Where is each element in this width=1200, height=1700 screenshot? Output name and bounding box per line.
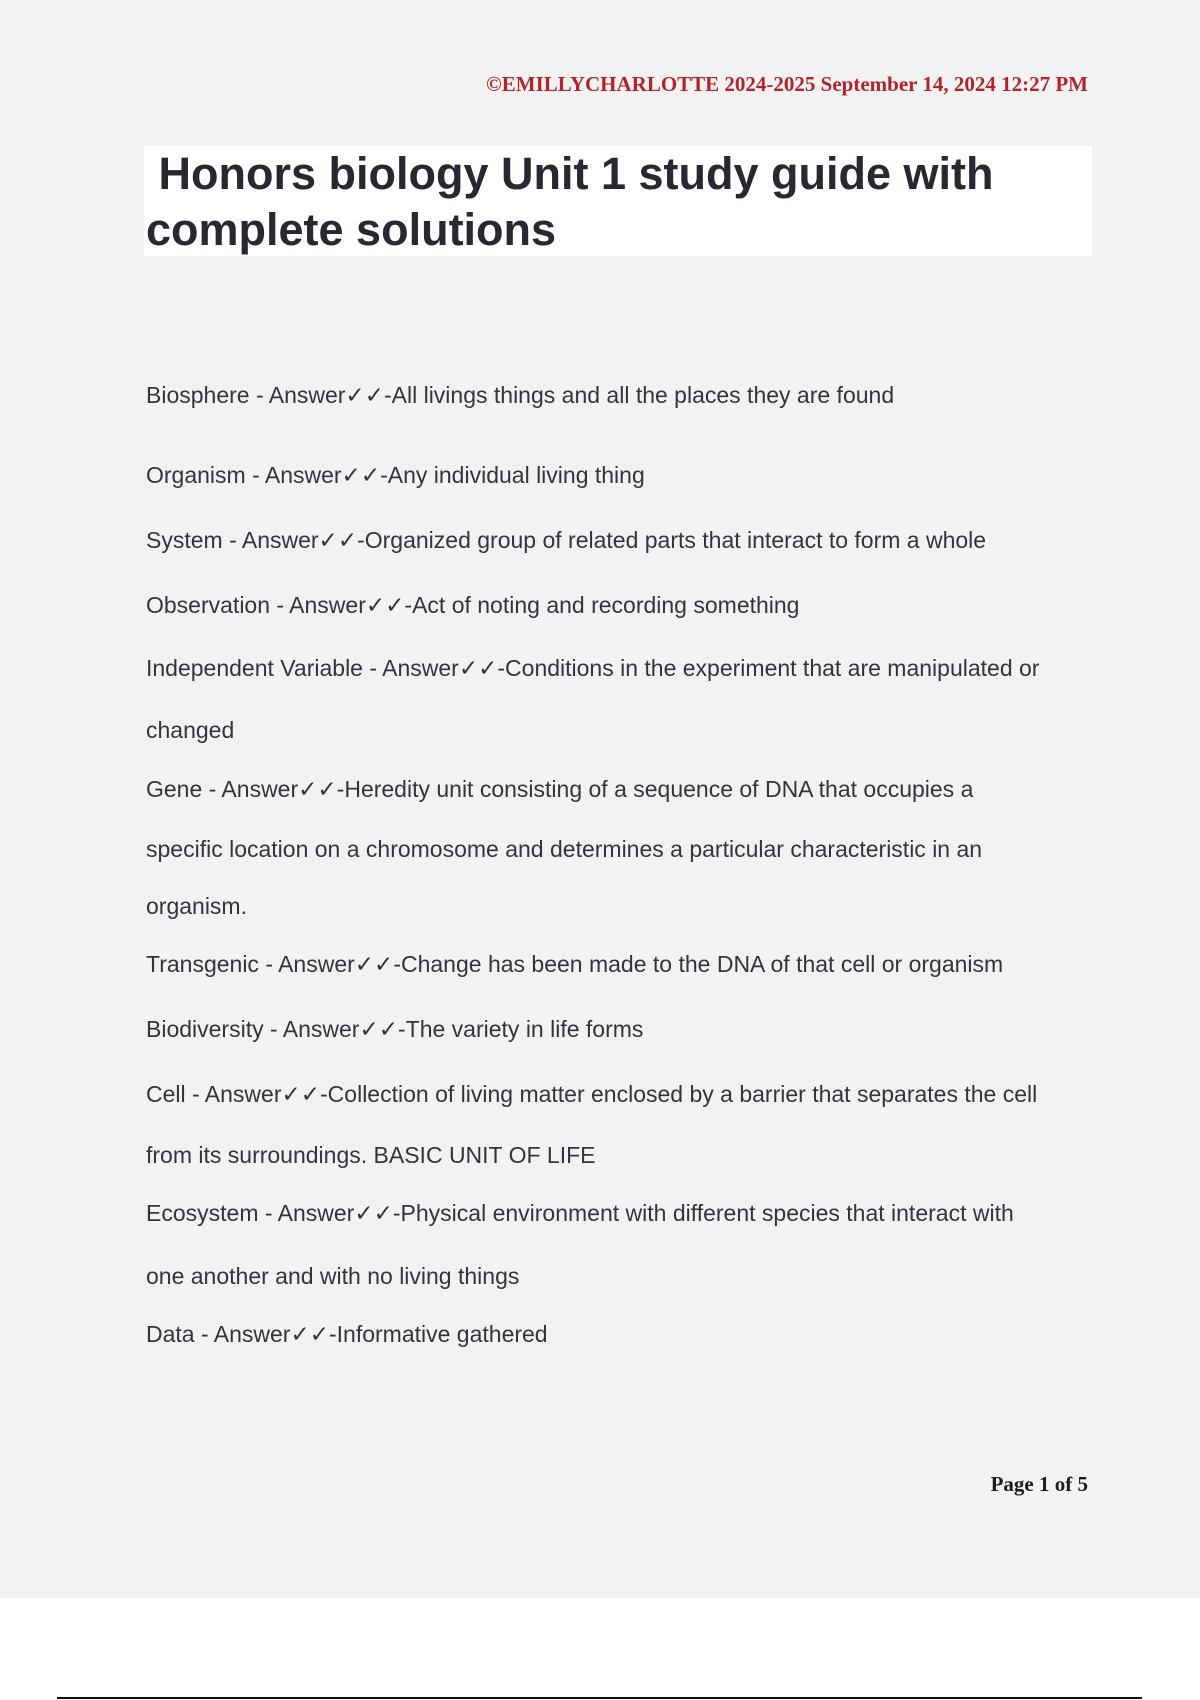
title-box	[144, 146, 1092, 256]
copyright-header: ©EMILLYCHARLOTTE 2024-2025 September 14, 2024 12:27 PM	[486, 72, 1088, 96]
entry-line: specific location on a chromosome and determines a particular characteristic in an	[146, 836, 983, 862]
entry-line: Data - Answer✓✓-Informative gathered	[146, 1321, 548, 1347]
entry-line: from its surroundings. BASIC UNIT OF LIFE	[146, 1142, 596, 1168]
entry-line: Observation - Answer✓✓-Act of noting and recording something	[146, 592, 800, 618]
entry-line: Organism - Answer✓✓-Any individual living thing	[146, 462, 645, 488]
bottom-divider	[57, 1697, 1142, 1699]
entry-line: Independent Variable - Answer✓✓-Conditions in the experiment that are manipulated or	[146, 655, 1040, 681]
entry-line: Transgenic - Answer✓✓-Change has been made to the DNA of that cell or organism	[146, 951, 1004, 977]
entry-line: Biosphere - Answer✓✓-All livings things and all the places they are found	[146, 382, 895, 408]
entry-line: Biodiversity - Answer✓✓-The variety in life forms	[146, 1016, 644, 1042]
page-number: Page 1 of 5	[990, 1472, 1088, 1496]
entry-line: System - Answer✓✓-Organized group of related parts that interact to form a whole	[146, 527, 987, 553]
entry-line: changed	[146, 717, 235, 743]
entry-line: Gene - Answer✓✓-Heredity unit consisting of a sequence of DNA that occupies a	[146, 776, 974, 802]
entry-line: organism.	[146, 893, 247, 919]
entry-line: Cell - Answer✓✓-Collection of living matter enclosed by a barrier that separates the cell	[146, 1081, 1038, 1107]
entry-line: one another and with no living things	[146, 1263, 520, 1289]
entry-line: Ecosystem - Answer✓✓-Physical environment with different species that interact with	[146, 1200, 1014, 1226]
document-title: Honors biology Unit 1 study guide with complete solutions	[146, 148, 1007, 255]
